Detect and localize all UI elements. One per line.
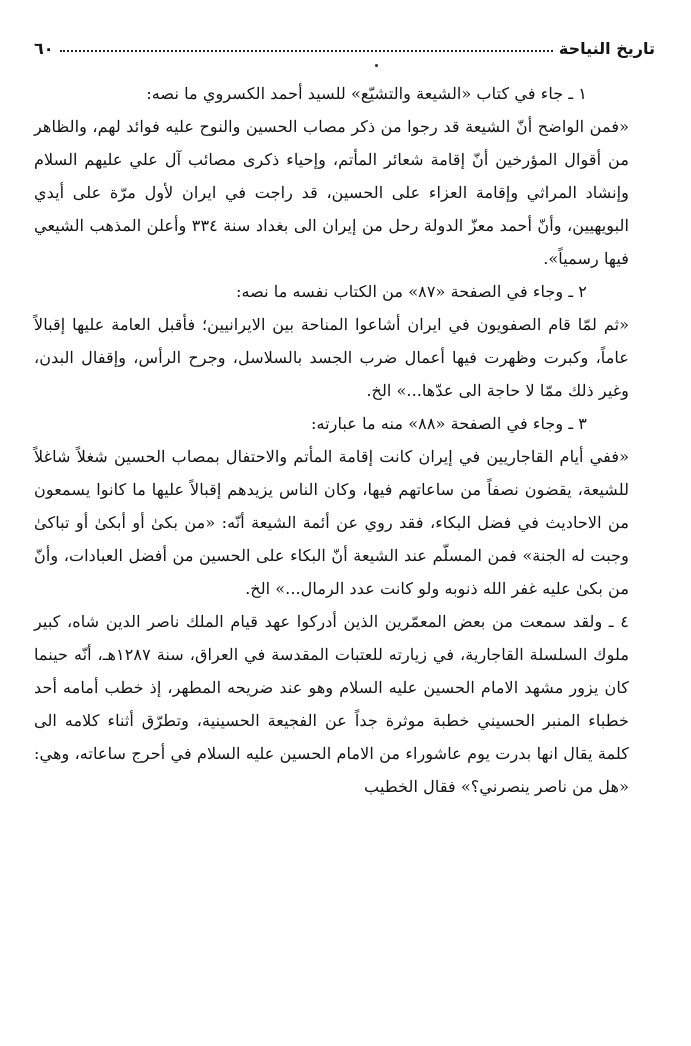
body-text [34, 77, 653, 803]
paragraph-4: ٤ ـ ولقد سمعت من بعض المعمّرين الذين أدركوا عهد قيام الملك ناصر الدين شاه، كبير ملوك السلسلة القاجارية، في زيارته للعتبات المقدسة في العراق، سنة ١٢٨٧هـ، أنّه حينما كان يزور مشهد الامام الحسين عليه السلام وهو عند ضريحه المطهر، إذ خطب أمامه أحد خطباء المنبر الحسيني خطبة موثرة جداً عن الفجيعة الحسينية، وتطرّق أثناء كلامه الى كلمة يقال انها بدرت يوم عاشوراء من الامام الحسين عليه السلام في أحرج ساعاته، وهي: «هل من ناصر ينصرني؟» فقال الخطيب [34, 612, 629, 796]
paragraph-1-heading: ١ ـ جاء في كتاب «الشيعة والتشيّع» للسيد أحمد الكسروي ما نصه: [146, 84, 587, 103]
paragraph-1-quote: «فمن الواضح أنّ الشيعة قد رجوا من ذكر مصاب الحسين والنوح عليه فوائد لهم، والظاهر من أقوال المؤرخين أنّ إقامة شعائر المأتم، وإحياء ذكرى مصائب آل علي عليهم السلام وإنشاد المراثي وإقامة العزاء على الحسين، قد راجت في ايران لأول مرّة على أيدي البويهيين، وأنّ أحمد معزّ الدولة رحل من إيران الى بغداد سنة ٣٣٤ وأعلن المذهب الشيعي فيها رسمياً». [34, 117, 629, 268]
book-title: تاريخ النياحة [558, 39, 655, 58]
running-header [34, 30, 655, 58]
stray-mark [375, 64, 378, 67]
header-leader-dots [60, 50, 553, 52]
paragraph-3-quote: «ففي أيام القاجاريين في إيران كانت إقامة المأتم والاحتفال بمصاب الحسين شغلاً شاغلاً للشيعة، يقضون نصفاً من ساعاتهم فيها، وكان الناس يزيدهم إقبالاً عليها ما كانوا يسمعون من الاحاديث في فضل البكاء، فقد روي عن أئمة الشيعة أنّه: «من بكىٰ أو أبكىٰ أو تباكىٰ وجبت له الجنة» فمن المسلّم عند الشيعة أنّ البكاء على الحسين من أفضل العبادات، وأنّ من بكىٰ عليه غفر الله ذنوبه ولو كانت عدد الرمال...» الخ. [34, 447, 629, 598]
paragraph-2-heading: ٢ ـ وجاء في الصفحة «٨٧» من الكتاب نفسه ما نصه: [235, 282, 587, 301]
paragraph-3-heading: ٣ ـ وجاء في الصفحة «٨٨» منه ما عبارته: [311, 414, 587, 433]
page-number: ٦٠ [34, 39, 54, 58]
paragraph-2-quote: «ثم لمّا قام الصفويون في ايران أشاعوا المناحة بين الايرانيين؛ فأقبل العامة عليها إقبالاً عاماً، وكبرت وظهرت فيها أعمال ضرب الجسد بالسلاسل، وجرح الرأس، وإقفال البدن، وغير ذلك ممّا لا حاجة الى عدّها...» الخ. [34, 315, 629, 400]
